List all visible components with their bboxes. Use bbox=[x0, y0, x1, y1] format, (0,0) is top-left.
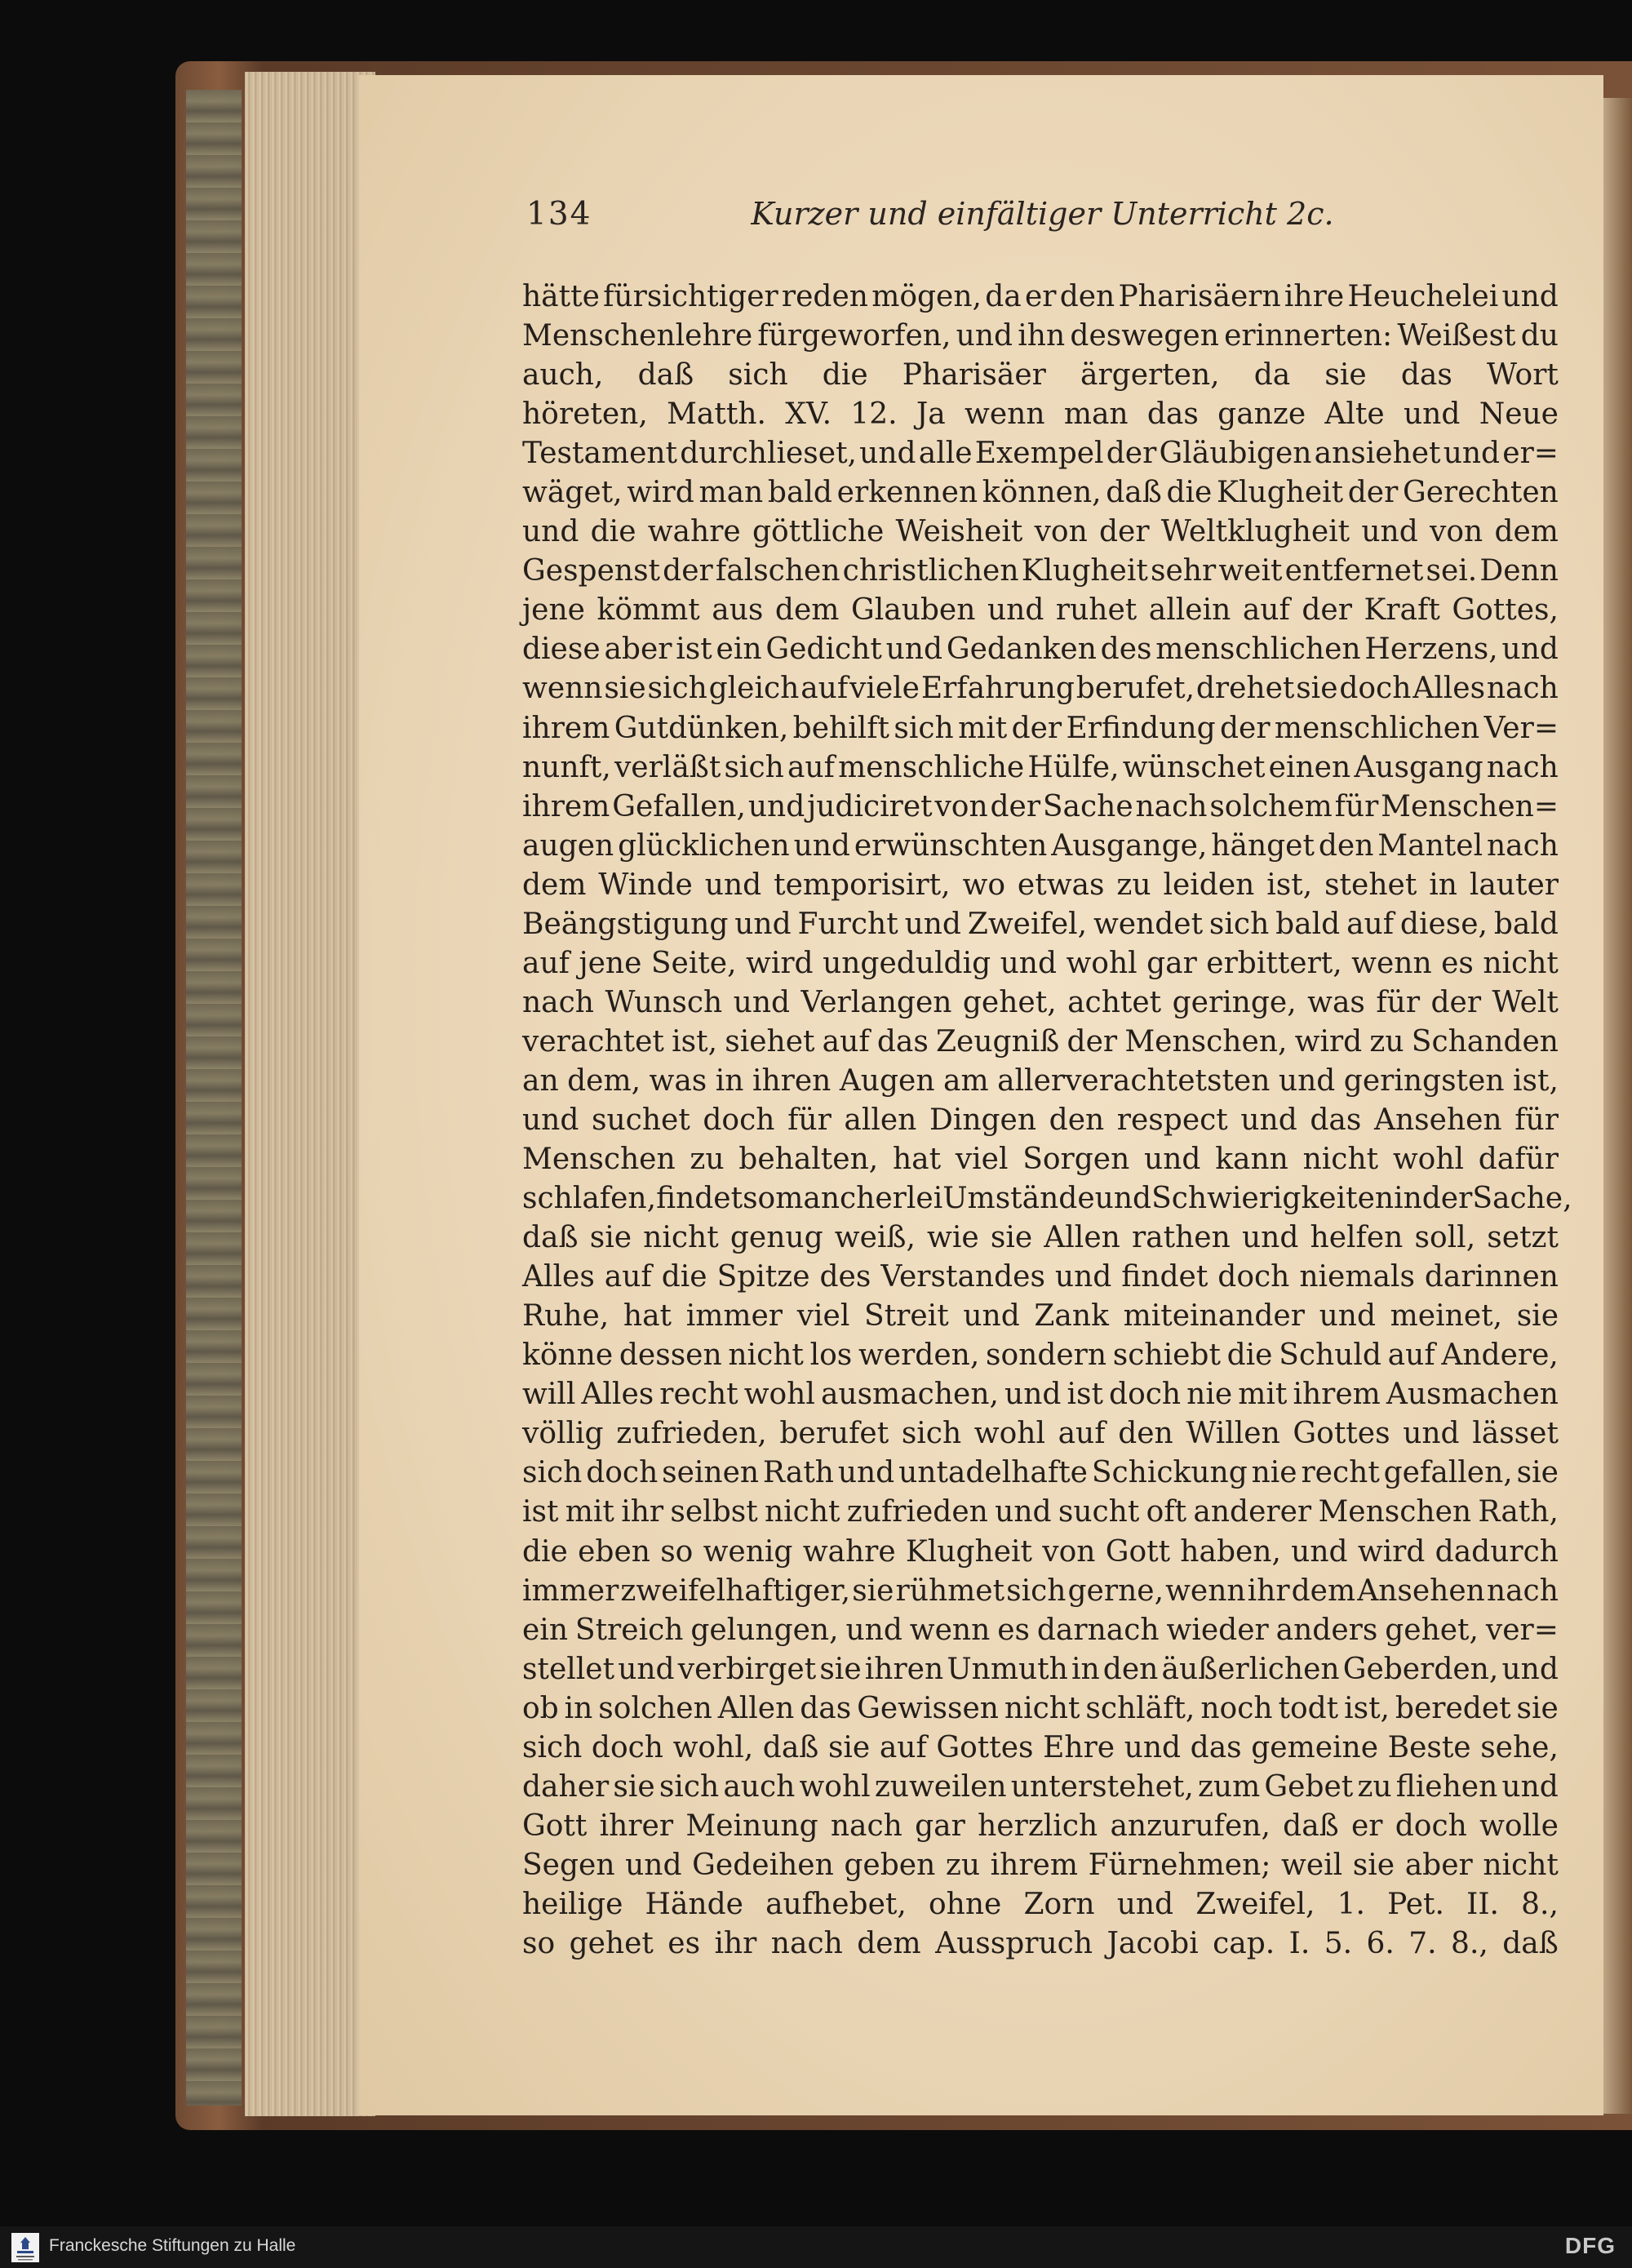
text-line: ihrem Gutdünken, behilft sich mit der Erfindung der menschlichen Ver= bbox=[522, 711, 1559, 745]
page-header bbox=[526, 196, 1559, 237]
text-line: Menschenlehre fürgeworfen, und ihn deswegen erinnerten: Weißest du bbox=[522, 319, 1559, 353]
text-line: jene kömmt aus dem Glauben und ruhet allein auf der Kraft Gottes, bbox=[522, 593, 1559, 628]
text-line: so gehet es ihr nach dem Ausspruch Jacobi cap. I. 5. 6. 7. 8., daß bbox=[522, 1926, 1559, 1960]
text-line: hätte fürsichtiger reden mögen, da er den Pharisäern ihre Heuchelei und bbox=[522, 280, 1559, 313]
text-line: sich doch seinen Rath und untadelhafte Schickung nie recht gefallen, sie bbox=[522, 1456, 1559, 1490]
dfg-label: DFG bbox=[1564, 2233, 1616, 2258]
text-line: ihrem Gefallen, und judiciret von der Sache nach solchem für Menschen= bbox=[522, 789, 1559, 823]
text-line: ein Streich gelungen, und wenn es darnach wieder anders gehet, ver= bbox=[522, 1613, 1559, 1647]
body-text bbox=[522, 277, 1572, 1964]
text-line: Ruhe, hat immer viel Streit und Zank miteinander und meinet, sie bbox=[522, 1299, 1559, 1334]
running-head: Kurzer und einfältiger Unterricht 2c. bbox=[751, 196, 1334, 232]
text-line: stellet und verbirget sie ihren Unmuth in den äußerlichen Geberden, und bbox=[522, 1652, 1559, 1686]
text-line: schlafen, findet so mancherlei Umstände und Schwierigkeiten in der Sache, bbox=[522, 1182, 1572, 1216]
text-line: völlig zufrieden, berufet sich wohl auf den Willen Gottes und lässet bbox=[522, 1417, 1559, 1451]
text-line: die eben so wenig wahre Klugheit von Gott haben, und wird dadurch bbox=[522, 1534, 1559, 1569]
text-line: nach Wunsch und Verlangen gehet, achtet geringe, was für der Welt bbox=[522, 985, 1559, 1019]
text-line: diese aber ist ein Gedicht und Gedanken des menschlichen Herzens, und bbox=[522, 632, 1559, 667]
text-line: ist mit ihr selbst nicht zufrieden und sucht oft anderer Menschen Rath, bbox=[522, 1495, 1559, 1529]
text-line: wenn sie sich gleich auf viele Erfahrung berufet, drehet sie doch Alles nach bbox=[522, 672, 1559, 706]
text-line: sich doch wohl, daß sie auf Gottes Ehre und das gemeine Beste sehe, bbox=[522, 1730, 1559, 1764]
text-line: an dem, was in ihren Augen am allerverachtetsten und geringsten ist, bbox=[522, 1063, 1559, 1098]
text-line: wäget, wird man bald erkennen können, daß die Klugheit der Gerechten bbox=[522, 476, 1559, 510]
footer-bar bbox=[0, 2226, 1632, 2268]
text-line: verachtet ist, siehet auf das Zeugniß der Menschen, wird zu Schanden bbox=[522, 1024, 1559, 1059]
text-line: dem Winde und temporisirt, wo etwas zu leiden ist, stehet in lauter bbox=[522, 868, 1559, 902]
text-line: und die wahre göttliche Weisheit von der Weltklugheit und von dem bbox=[522, 515, 1559, 549]
text-line: könne dessen nicht los werden, sondern schiebt die Schuld auf Andere, bbox=[522, 1338, 1559, 1373]
text-line: und suchet doch für allen Dingen den respect und das Ansehen für bbox=[522, 1103, 1559, 1137]
book-spine bbox=[186, 90, 242, 2106]
text-line: höreten, Matth. XV. 12. Ja wenn man das ganze Alte und Neue bbox=[522, 397, 1559, 432]
franckesche-stiftungen-logo-icon bbox=[11, 2233, 39, 2262]
text-line: ob in solchen Allen das Gewissen nicht schläft, noch todt ist, beredet sie bbox=[522, 1691, 1559, 1725]
text-line: auch, daß sich die Pharisäer ärgerten, da sie das Wort bbox=[522, 358, 1559, 393]
text-line: daß sie nicht genug weiß, wie sie Allen rathen und helfen soll, setzt bbox=[522, 1221, 1559, 1255]
page-stack bbox=[245, 72, 375, 2116]
text-line: auf jene Seite, wird ungeduldig und wohl gar erbittert, wenn es nicht bbox=[522, 946, 1559, 980]
page-edge bbox=[1599, 98, 1632, 2114]
text-line: Gespenst der falschen christlichen Klugheit sehr weit entfernet sei. Denn bbox=[522, 554, 1559, 588]
text-line: immer zweifelhaftiger, sie rühmet sich gerne, wenn ihr dem Ansehen nach bbox=[522, 1573, 1559, 1608]
institution-label: Franckesche Stiftungen zu Halle bbox=[49, 2236, 296, 2255]
page-number: 134 bbox=[526, 196, 592, 233]
text-line: Segen und Gedeihen geben zu ihrem Fürnehmen; weil sie aber nicht bbox=[522, 1848, 1559, 1882]
text-line: heilige Hände aufhebet, ohne Zorn und Zweifel, 1. Pet. II. 8., bbox=[522, 1887, 1559, 1921]
text-line: Menschen zu behalten, hat viel Sorgen und kann nicht wohl dafür bbox=[522, 1143, 1559, 1177]
text-line: daher sie sich auch wohl zuweilen unterstehet, zum Gebet zu fliehen und bbox=[522, 1769, 1559, 1804]
text-line: Alles auf die Spitze des Verstandes und findet doch niemals darinnen bbox=[522, 1260, 1559, 1294]
text-line: Testament durchlieset, und alle Exempel der Gläubigen ansiehet und er= bbox=[522, 437, 1559, 471]
text-line: Beängstigung und Furcht und Zweifel, wendet sich bald auf diese, bald bbox=[522, 907, 1559, 941]
text-line: Gott ihrer Meinung nach gar herzlich anzurufen, daß er doch wolle bbox=[522, 1809, 1559, 1843]
text-line: will Alles recht wohl ausmachen, und ist doch nie mit ihrem Ausmachen bbox=[522, 1378, 1559, 1412]
text-line: nunft, verläßt sich auf menschliche Hülfe, wünschet einen Ausgang nach bbox=[522, 750, 1559, 784]
text-line: augen glücklichen und erwünschten Ausgange, hänget den Mantel nach bbox=[522, 828, 1559, 863]
